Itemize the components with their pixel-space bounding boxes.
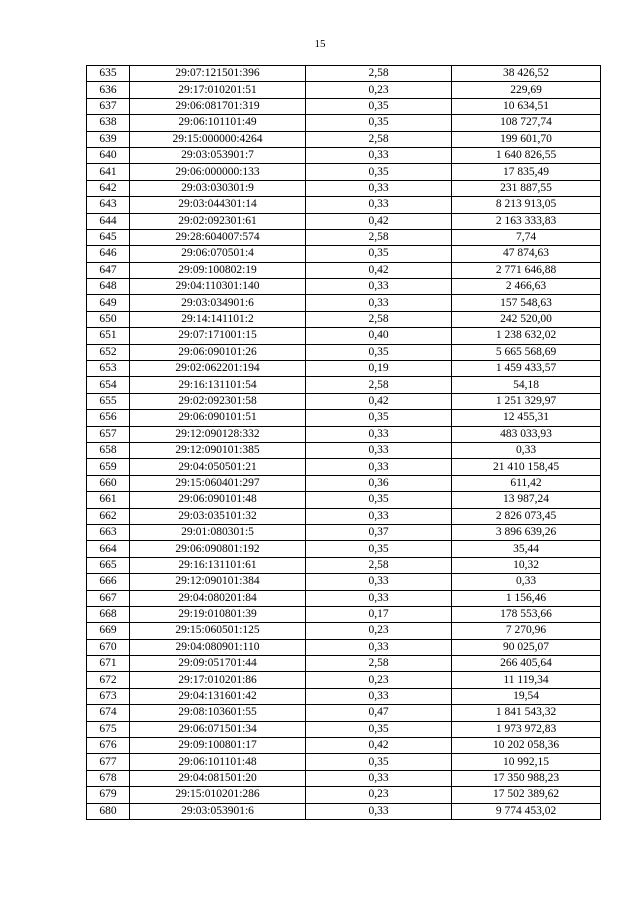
table-row	[87, 98, 601, 114]
table-row	[87, 328, 601, 344]
cadastral-number-cell: 29:06:101101:48	[130, 754, 306, 770]
cadastral-number-cell: 29:02:062201:194	[130, 361, 306, 377]
cadastral-number-cell: 29:03:053901:6	[130, 803, 306, 819]
rate-cell: 0,33	[306, 279, 452, 295]
cadastral-number-cell: 29:17:010201:86	[130, 672, 306, 688]
cadastral-number-cell: 29:06:090101:48	[130, 492, 306, 508]
cadastral-number-cell: 29:09:100801:17	[130, 738, 306, 754]
row-number-cell: 645	[87, 229, 130, 245]
amount-cell: 38 426,52	[452, 66, 601, 82]
row-number-cell: 669	[87, 623, 130, 639]
amount-cell: 10,32	[452, 557, 601, 573]
table-row	[87, 557, 601, 573]
cadastral-number-cell: 29:07:121501:396	[130, 66, 306, 82]
table-row	[87, 475, 601, 491]
table-row	[87, 311, 601, 327]
table-row	[87, 492, 601, 508]
row-number-cell: 649	[87, 295, 130, 311]
cadastral-number-cell: 29:03:034901:6	[130, 295, 306, 311]
rate-cell: 0,35	[306, 115, 452, 131]
rate-cell: 0,23	[306, 787, 452, 803]
amount-cell: 1 238 632,02	[452, 328, 601, 344]
cadastral-number-cell: 29:19:010801:39	[130, 606, 306, 622]
cadastral-number-cell: 29:06:090801:192	[130, 541, 306, 557]
row-number-cell: 641	[87, 164, 130, 180]
rate-cell: 2,58	[306, 656, 452, 672]
rate-cell: 0,33	[306, 639, 452, 655]
amount-cell: 2 771 646,88	[452, 262, 601, 278]
cadastral-number-cell: 29:02:092301:58	[130, 393, 306, 409]
amount-cell: 2 826 073,45	[452, 508, 601, 524]
cadastral-number-cell: 29:15:000000:4264	[130, 131, 306, 147]
table-row	[87, 344, 601, 360]
amount-cell: 199 601,70	[452, 131, 601, 147]
row-number-cell: 666	[87, 574, 130, 590]
cadastral-number-cell: 29:12:090128:332	[130, 426, 306, 442]
amount-cell: 231 887,55	[452, 180, 601, 196]
row-number-cell: 672	[87, 672, 130, 688]
rate-cell: 0,35	[306, 754, 452, 770]
cadastral-number-cell: 29:07:171001:15	[130, 328, 306, 344]
row-number-cell: 664	[87, 541, 130, 557]
rate-cell: 0,23	[306, 672, 452, 688]
rate-cell: 0,33	[306, 770, 452, 786]
cadastral-number-cell: 29:14:141101:2	[130, 311, 306, 327]
rate-cell: 0,33	[306, 688, 452, 704]
cadastral-number-cell: 29:04:110301:140	[130, 279, 306, 295]
table-row	[87, 410, 601, 426]
table-row	[87, 574, 601, 590]
amount-cell: 0,33	[452, 574, 601, 590]
amount-cell: 21 410 158,45	[452, 459, 601, 475]
rate-cell: 0,33	[306, 197, 452, 213]
cadastral-number-cell: 29:08:103601:55	[130, 705, 306, 721]
table-row	[87, 705, 601, 721]
table-row	[87, 623, 601, 639]
rate-cell: 0,42	[306, 393, 452, 409]
cadastral-number-cell: 29:04:050501:21	[130, 459, 306, 475]
cadastral-number-cell: 29:04:131601:42	[130, 688, 306, 704]
rate-cell: 0,33	[306, 180, 452, 196]
amount-cell: 90 025,07	[452, 639, 601, 655]
table-row	[87, 66, 601, 82]
amount-cell: 2 466,63	[452, 279, 601, 295]
cadastral-number-cell: 29:15:060501:125	[130, 623, 306, 639]
row-number-cell: 680	[87, 803, 130, 819]
rate-cell: 0,42	[306, 213, 452, 229]
cadastral-number-cell: 29:04:080201:84	[130, 590, 306, 606]
row-number-cell: 674	[87, 705, 130, 721]
cadastral-number-cell: 29:04:081501:20	[130, 770, 306, 786]
cadastral-number-cell: 29:03:053901:7	[130, 147, 306, 163]
amount-cell: 5 665 568,69	[452, 344, 601, 360]
amount-cell: 8 213 913,05	[452, 197, 601, 213]
amount-cell: 229,69	[452, 82, 601, 98]
rate-cell: 2,58	[306, 311, 452, 327]
rate-cell: 0,23	[306, 82, 452, 98]
table-row	[87, 213, 601, 229]
row-number-cell: 671	[87, 656, 130, 672]
cadastral-number-cell: 29:06:000000:133	[130, 164, 306, 180]
row-number-cell: 673	[87, 688, 130, 704]
amount-cell: 11 119,34	[452, 672, 601, 688]
cadastral-number-cell: 29:02:092301:61	[130, 213, 306, 229]
row-number-cell: 646	[87, 246, 130, 262]
table-row	[87, 262, 601, 278]
row-number-cell: 651	[87, 328, 130, 344]
amount-cell: 10 992,15	[452, 754, 601, 770]
row-number-cell: 652	[87, 344, 130, 360]
table-row	[87, 131, 601, 147]
row-number-cell: 662	[87, 508, 130, 524]
table-row	[87, 738, 601, 754]
table-row	[87, 524, 601, 540]
amount-cell: 1 640 826,55	[452, 147, 601, 163]
rate-cell: 0,35	[306, 410, 452, 426]
table-row	[87, 377, 601, 393]
cadastral-number-cell: 29:09:100802:19	[130, 262, 306, 278]
rate-cell: 0,35	[306, 541, 452, 557]
amount-cell: 9 774 453,02	[452, 803, 601, 819]
rate-cell: 2,58	[306, 66, 452, 82]
row-number-cell: 663	[87, 524, 130, 540]
table-row	[87, 770, 601, 786]
table-row	[87, 541, 601, 557]
table-row	[87, 508, 601, 524]
table-row	[87, 639, 601, 655]
row-number-cell: 647	[87, 262, 130, 278]
rate-cell: 0,33	[306, 147, 452, 163]
cadastral-number-cell: 29:01:080301:5	[130, 524, 306, 540]
table-row	[87, 672, 601, 688]
amount-cell: 17 350 988,23	[452, 770, 601, 786]
rate-cell: 2,58	[306, 229, 452, 245]
rate-cell: 0,35	[306, 164, 452, 180]
row-number-cell: 660	[87, 475, 130, 491]
cadastral-number-cell: 29:12:090101:384	[130, 574, 306, 590]
cadastral-number-cell: 29:28:604007:574	[130, 229, 306, 245]
amount-cell: 1 251 329,97	[452, 393, 601, 409]
row-number-cell: 670	[87, 639, 130, 655]
rate-cell: 0,33	[306, 508, 452, 524]
amount-cell: 12 455,31	[452, 410, 601, 426]
table-row	[87, 590, 601, 606]
rate-cell: 0,33	[306, 442, 452, 458]
cadastral-number-cell: 29:03:030301:9	[130, 180, 306, 196]
table-row	[87, 459, 601, 475]
row-number-cell: 640	[87, 147, 130, 163]
amount-cell: 1 973 972,83	[452, 721, 601, 737]
table-row	[87, 82, 601, 98]
table-row	[87, 442, 601, 458]
amount-cell: 17 502 389,62	[452, 787, 601, 803]
cadastral-number-cell: 29:06:081701:319	[130, 98, 306, 114]
table-row	[87, 787, 601, 803]
amount-cell: 1 156,46	[452, 590, 601, 606]
row-number-cell: 655	[87, 393, 130, 409]
table-row	[87, 754, 601, 770]
rate-cell: 0,33	[306, 590, 452, 606]
amount-cell: 10 202 058,36	[452, 738, 601, 754]
amount-cell: 54,18	[452, 377, 601, 393]
amount-cell: 7 270,96	[452, 623, 601, 639]
row-number-cell: 637	[87, 98, 130, 114]
cadastral-number-cell: 29:12:090101:385	[130, 442, 306, 458]
rate-cell: 2,58	[306, 131, 452, 147]
row-number-cell: 638	[87, 115, 130, 131]
row-number-cell: 644	[87, 213, 130, 229]
rate-cell: 0,33	[306, 295, 452, 311]
table-row	[87, 279, 601, 295]
rate-cell: 0,35	[306, 98, 452, 114]
cadastral-number-cell: 29:15:060401:297	[130, 475, 306, 491]
amount-cell: 178 553,66	[452, 606, 601, 622]
rate-cell: 2,58	[306, 377, 452, 393]
amount-cell: 266 405,64	[452, 656, 601, 672]
cadastral-number-cell: 29:06:071501:34	[130, 721, 306, 737]
rate-cell: 0,35	[306, 344, 452, 360]
row-number-cell: 650	[87, 311, 130, 327]
row-number-cell: 639	[87, 131, 130, 147]
cadastral-number-cell: 29:17:010201:51	[130, 82, 306, 98]
table-row	[87, 229, 601, 245]
table-row	[87, 393, 601, 409]
amount-cell: 7,74	[452, 229, 601, 245]
amount-cell: 17 835,49	[452, 164, 601, 180]
row-number-cell: 665	[87, 557, 130, 573]
table-row	[87, 180, 601, 196]
amount-cell: 242 520,00	[452, 311, 601, 327]
cadastral-table	[86, 65, 601, 820]
amount-cell: 35,44	[452, 541, 601, 557]
amount-cell: 47 874,63	[452, 246, 601, 262]
table-body	[87, 66, 601, 820]
row-number-cell: 659	[87, 459, 130, 475]
table-row	[87, 426, 601, 442]
rate-cell: 0,33	[306, 426, 452, 442]
cadastral-number-cell: 29:06:090101:51	[130, 410, 306, 426]
amount-cell: 19,54	[452, 688, 601, 704]
rate-cell: 0,23	[306, 623, 452, 639]
table-row	[87, 656, 601, 672]
row-number-cell: 676	[87, 738, 130, 754]
row-number-cell: 654	[87, 377, 130, 393]
table-row	[87, 688, 601, 704]
rate-cell: 0,47	[306, 705, 452, 721]
rate-cell: 0,35	[306, 492, 452, 508]
cadastral-number-cell: 29:04:080901:110	[130, 639, 306, 655]
row-number-cell: 679	[87, 787, 130, 803]
row-number-cell: 653	[87, 361, 130, 377]
rate-cell: 0,17	[306, 606, 452, 622]
table-row	[87, 246, 601, 262]
rate-cell: 0,40	[306, 328, 452, 344]
amount-cell: 1 841 543,32	[452, 705, 601, 721]
cadastral-number-cell: 29:09:051701:44	[130, 656, 306, 672]
table-row	[87, 803, 601, 819]
table-row	[87, 197, 601, 213]
cadastral-number-cell: 29:16:131101:54	[130, 377, 306, 393]
table-row	[87, 361, 601, 377]
rate-cell: 0,35	[306, 721, 452, 737]
row-number-cell: 667	[87, 590, 130, 606]
page-number: 15	[314, 38, 326, 50]
rate-cell: 0,42	[306, 738, 452, 754]
table-row	[87, 164, 601, 180]
amount-cell: 611,42	[452, 475, 601, 491]
row-number-cell: 648	[87, 279, 130, 295]
rate-cell: 0,33	[306, 574, 452, 590]
row-number-cell: 677	[87, 754, 130, 770]
cadastral-number-cell: 29:06:070501:4	[130, 246, 306, 262]
cadastral-number-cell: 29:03:035101:32	[130, 508, 306, 524]
amount-cell: 2 163 333,83	[452, 213, 601, 229]
rate-cell: 2,58	[306, 557, 452, 573]
amount-cell: 108 727,74	[452, 115, 601, 131]
row-number-cell: 675	[87, 721, 130, 737]
table-row	[87, 147, 601, 163]
table-row	[87, 721, 601, 737]
cadastral-number-cell: 29:06:090101:26	[130, 344, 306, 360]
amount-cell: 13 987,24	[452, 492, 601, 508]
amount-cell: 157 548,63	[452, 295, 601, 311]
amount-cell: 10 634,51	[452, 98, 601, 114]
cadastral-number-cell: 29:06:101101:49	[130, 115, 306, 131]
amount-cell: 3 896 639,26	[452, 524, 601, 540]
rate-cell: 0,33	[306, 803, 452, 819]
row-number-cell: 643	[87, 197, 130, 213]
rate-cell: 0,37	[306, 524, 452, 540]
rate-cell: 0,35	[306, 246, 452, 262]
row-number-cell: 678	[87, 770, 130, 786]
row-number-cell: 668	[87, 606, 130, 622]
table-row	[87, 606, 601, 622]
amount-cell: 483 033,93	[452, 426, 601, 442]
amount-cell: 1 459 433,57	[452, 361, 601, 377]
cadastral-number-cell: 29:03:044301:14	[130, 197, 306, 213]
cadastral-number-cell: 29:16:131101:61	[130, 557, 306, 573]
row-number-cell: 657	[87, 426, 130, 442]
row-number-cell: 635	[87, 66, 130, 82]
rate-cell: 0,42	[306, 262, 452, 278]
table-row	[87, 295, 601, 311]
row-number-cell: 658	[87, 442, 130, 458]
table-row	[87, 115, 601, 131]
rate-cell: 0,36	[306, 475, 452, 491]
row-number-cell: 656	[87, 410, 130, 426]
row-number-cell: 661	[87, 492, 130, 508]
rate-cell: 0,19	[306, 361, 452, 377]
cadastral-number-cell: 29:15:010201:286	[130, 787, 306, 803]
row-number-cell: 642	[87, 180, 130, 196]
rate-cell: 0,33	[306, 459, 452, 475]
amount-cell: 0,33	[452, 442, 601, 458]
row-number-cell: 636	[87, 82, 130, 98]
